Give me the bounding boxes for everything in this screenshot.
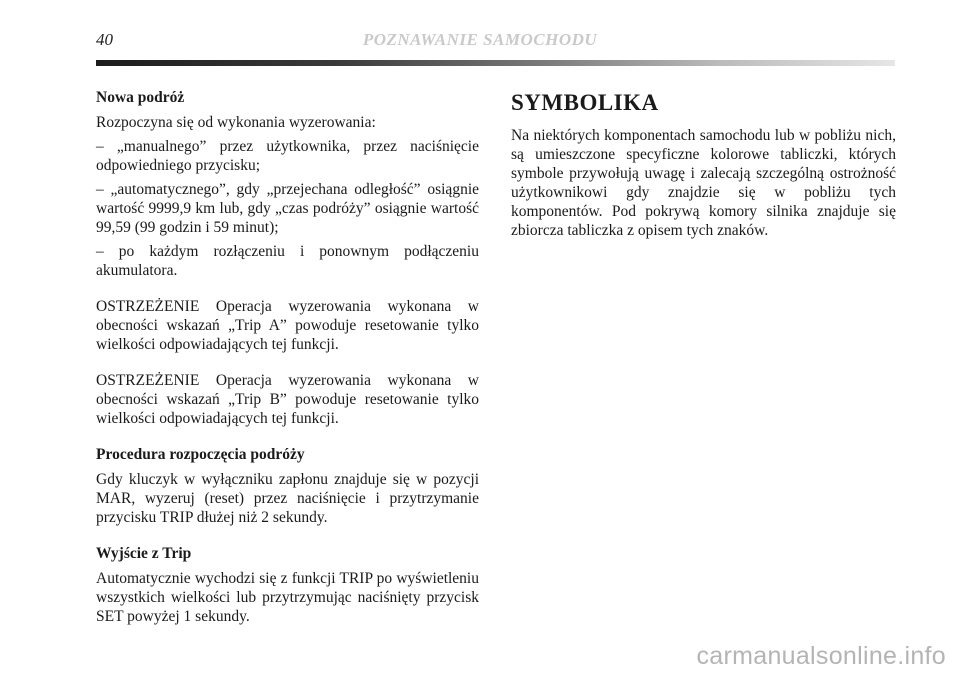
warning-trip-a: OSTRZEŻENIE Operacja wyzerowania wykonana w obecności wskazań „Trip A” powoduje resetowanie tylko wielkości odpowiadających tej funkcji.: [96, 298, 479, 353]
symbolika-text: Na niektórych komponentach samochodu lub w pobliżu nich, są umieszczone specyficzne kolorowe tabliczki, których symbole przywołują uwagę i zalecają szczególną ostrożność użytkownikowi gdy znajdzie się w pobliżu tych komponentów. Pod pokrywą komory silnika znajduje się zbiorcza tabliczka z opisem tych znaków.: [511, 127, 896, 239]
trip-auto-reset: – „automatycznego”, gdy „przejechana odległość” osiągnie wartość 9999,9 km lub, gdy „czas podróży” osiągnie wartość 99,59 (99 godzin i 59 minut);: [96, 181, 479, 236]
section-title-symbolika: SYMBOLIKA: [511, 90, 659, 115]
right-column: [511, 88, 896, 245]
trip-manual-reset: – „manualnego” przez użytkownika, przez naciśnięcie odpowiedniego przycisku;: [96, 138, 479, 174]
left-column: [96, 88, 479, 631]
exit-trip-text: Automatycznie wychodzi się z funkcji TRIP po wyświetleniu wszystkich wielkości lub przytrzymując naciśnięty przycisk SET powyżej 1 sekundy.: [96, 570, 479, 625]
heading-new-trip: Nowa podróż: [96, 89, 185, 106]
procedure-text: Gdy kluczyk w wyłączniku zapłonu znajduje się w pozycji MAR, wyzeruj (reset) przez naciśnięcie i przytrzymanie przycisku TRIP dłużej niż 2 sekundy.: [96, 471, 479, 526]
header-rule: [96, 60, 895, 66]
heading-procedure: Procedura rozpoczęcia podróży: [96, 446, 305, 463]
warning-trip-b: OSTRZEŻENIE Operacja wyzerowania wykonana w obecności wskazań „Trip B” powoduje resetowanie tylko wielkości odpowiadających tej funkcji.: [96, 372, 479, 427]
trip-battery-reset: – po każdym rozłączeniu i ponownym podłączeniu akumulatora.: [96, 243, 479, 279]
heading-exit-trip: Wyjście z Trip: [96, 545, 192, 562]
page-number: 40: [96, 30, 113, 49]
running-header: POZNAWANIE SAMOCHODU: [362, 30, 598, 49]
trip-intro: Rozpoczyna się od wykonania wyzerowania:: [96, 114, 376, 131]
watermark: carmanualsonline.info: [696, 642, 946, 670]
